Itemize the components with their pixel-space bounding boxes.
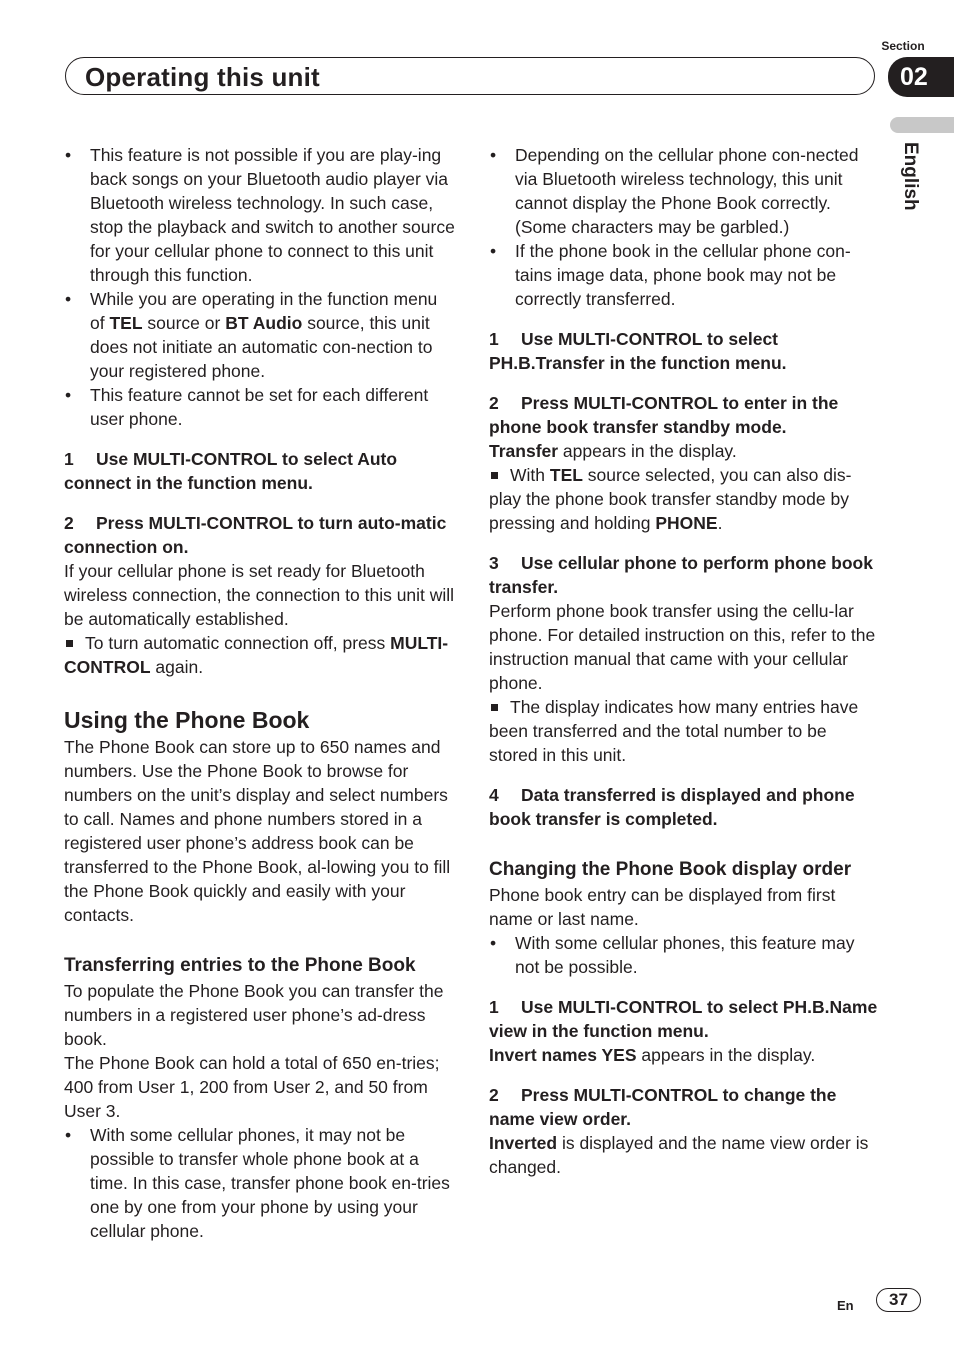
step-auto-connect-2: 2 Press MULTI-CONTROL to turn auto-matic connection on. <box>64 513 447 557</box>
transfer-body-2: The Phone Book can hold a total of 650 en-tries; 400 from User 1, 200 from User 2, and 50 from User 3. <box>64 1053 440 1121</box>
transfer-bullet-list <box>64 1123 456 1243</box>
heading-using-phone-book: Using the Phone Book <box>64 707 310 733</box>
note: To turn automatic connection off, press MULTI-CONTROL again. <box>64 633 449 677</box>
list-item: • Depending on the cellular phone con-nected via Bluetooth wireless technology, this unit cannot display the Phone Book correctly. (Some characters may be garbled.) <box>489 143 879 239</box>
step-transfer-2: 2 Press MULTI-CONTROL to enter in the phone book transfer standby mode. <box>489 393 839 437</box>
list-item: • With some cellular phones, this feature may not be possible. <box>489 931 879 979</box>
order-bullet-list <box>489 931 879 979</box>
page-title: Operating this unit <box>85 62 320 92</box>
page-number: 37 <box>876 1288 921 1312</box>
step-order-1: 1 Use MULTI-CONTROL to select PH.B.Name view in the function menu. <box>489 997 878 1041</box>
language-tab-marker <box>890 117 954 133</box>
section-label: Section <box>881 39 925 53</box>
list-item: • If the phone book in the cellular phone con-tains image data, phone book may not be correctly transferred. <box>489 239 879 311</box>
footer-language: En <box>837 1298 854 1313</box>
language-tab-label: English <box>900 142 921 211</box>
step-body: Transfer appears in the display. <box>489 441 737 461</box>
note: The display indicates how many entries have been transferred and the total number to be stored in this unit. <box>489 697 859 765</box>
title-bar <box>65 57 875 95</box>
step-body: Perform phone book transfer using the cellu-lar phone. For detailed instruction on this, refer to the instruction manual that came with your cellular phone. <box>489 601 876 693</box>
left-bullet-list <box>64 143 456 431</box>
step-body: Inverted is displayed and the name view order is changed. <box>489 1133 869 1177</box>
left-column <box>64 143 456 1243</box>
square-bullet-icon <box>491 704 498 711</box>
step-transfer-1: 1 Use MULTI-CONTROL to select PH.B.Transfer in the function menu. <box>489 329 787 373</box>
step-transfer-4: 4 Data transferred is displayed and phone book transfer is completed. <box>489 785 855 829</box>
heading-transferring-entries: Transferring entries to the Phone Book <box>64 955 416 976</box>
list-item: • This feature cannot be set for each different user phone. <box>64 383 456 431</box>
right-column <box>489 143 879 1179</box>
phonebook-body: The Phone Book can store up to 650 names and numbers. Use the Phone Book to browse for numbers on the unit’s display and select numbers to call. Names and phone numbers stored in a registered user phone’s address book can be transferred to the Phone Book, al-lowing you to fill the Phone Book quickly and easily with your contacts. <box>64 737 451 925</box>
list-item: • This feature is not possible if you are play-ing back songs on your Bluetooth audio player via Bluetooth wireless technology. In such case, stop the playback and switch to another source for your cellular phone to connect to this unit through this function. <box>64 143 456 287</box>
transfer-body-1: To populate the Phone Book you can transfer the numbers in a registered user phone’s ad-dress book. <box>64 981 444 1049</box>
note: With TEL source selected, you can also dis-play the phone book transfer standby mode by pressing and holding PHONE. <box>489 465 852 533</box>
square-bullet-icon <box>491 472 498 479</box>
step-transfer-3: 3 Use cellular phone to perform phone book transfer. <box>489 553 873 597</box>
step-body: Invert names YES appears in the display. <box>489 1045 816 1065</box>
right-bullet-list <box>489 143 879 311</box>
step-auto-connect-1: 1 Use MULTI-CONTROL to select Auto connect in the function menu. <box>64 449 398 493</box>
step-order-2: 2 Press MULTI-CONTROL to change the name view order. <box>489 1085 837 1129</box>
heading-display-order: Changing the Phone Book display order <box>489 859 852 880</box>
section-number-tab: 02 <box>888 57 954 97</box>
step-body: If your cellular phone is set ready for Bluetooth wireless connection, the connection to this unit will be automatically established. <box>64 561 455 629</box>
list-item: • While you are operating in the function menu of TEL source or BT Audio source, this unit does not initiate an automatic con-nection to your registered phone. <box>64 287 456 383</box>
order-body: Phone book entry can be displayed from first name or last name. <box>489 885 836 929</box>
list-item: • With some cellular phones, it may not be possible to transfer whole phone book at a time. In this case, transfer phone book en-tries one by one from your phone by using your cellular phone. <box>64 1123 456 1243</box>
square-bullet-icon <box>66 640 73 647</box>
